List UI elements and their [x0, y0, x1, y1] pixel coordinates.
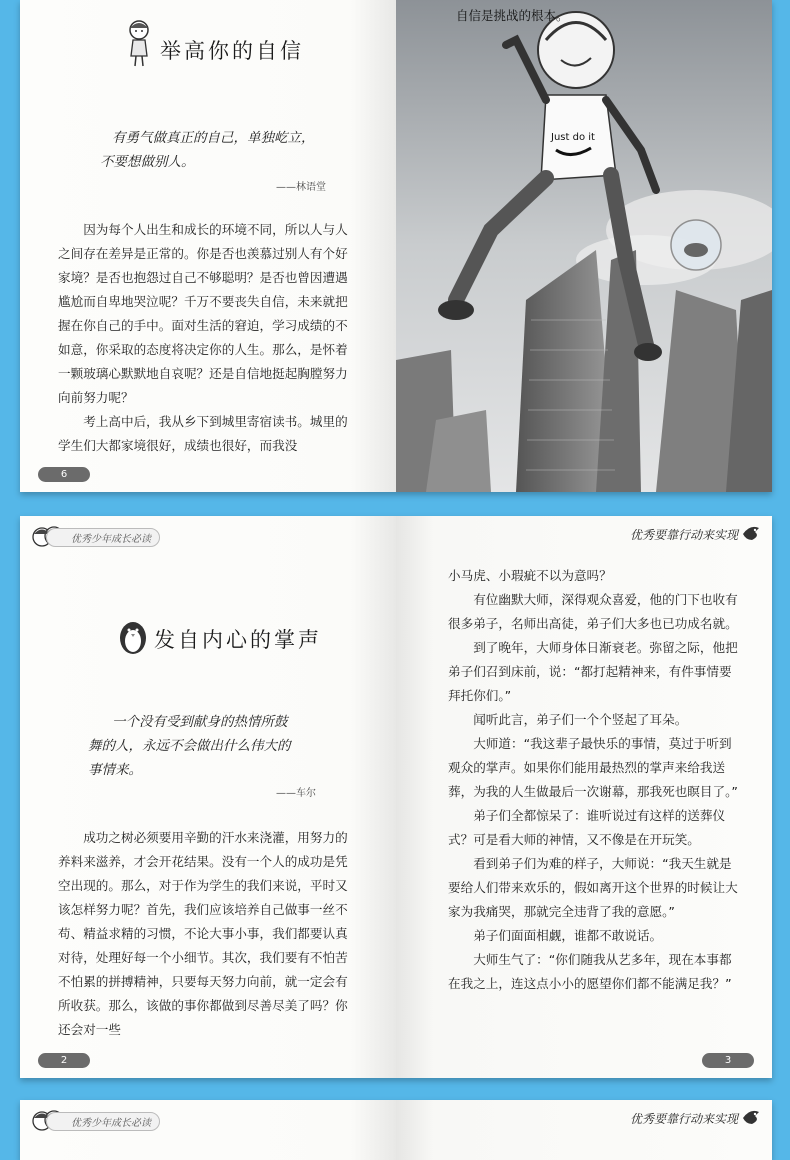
paragraph: 小马虎、小瑕疵不以为意吗？ [448, 568, 612, 583]
paragraph: 弟子们全都惊呆了：谁听说过有这样的送葬仪式？可是看大师的神情，又不像是在开玩笑。 [448, 808, 726, 847]
series-badge [30, 1108, 160, 1134]
paragraph: 弟子们面面相觑，谁都不敢说话。 [473, 928, 663, 943]
series-badge [30, 524, 160, 550]
epigraph [100, 126, 315, 174]
body-text [58, 826, 360, 1042]
paragraph: 考上高中后，我从乡下到城里寄宿读书。城里的学生们大都家境很好，成绩也很好，而我没 [58, 414, 348, 453]
epigraph-line: 有勇气做真正的自己，单独屹立， [112, 130, 315, 146]
girl-icon [124, 18, 154, 68]
series-name: 优秀少年成长必读 [46, 1112, 160, 1131]
book-spread-2 [20, 516, 772, 1078]
page-number: 3 [702, 1053, 754, 1068]
page-6 [20, 0, 396, 492]
chapter-title: 发自内心的掌声 [154, 628, 322, 652]
penguin-icon [116, 616, 150, 656]
epigraph [88, 710, 291, 782]
bird-icon [740, 522, 762, 544]
series-name: 优秀少年成长必读 [46, 528, 160, 547]
paragraph: 大师道：“我这辈子最快乐的事情，莫过于听到观众的掌声。如果你们能用最热烈的掌声来给我送葬，为我的人生做最后一次谢幕，那我死也瞑目了。” [448, 736, 738, 799]
chapter-title: 举高你的自信 [160, 39, 304, 63]
paragraph: 因为每个人出生和成长的环境不同，所以人与人之间存在差异是正常的。你是否也羡慕过别人有个好家境？是否也抱怨过自己不够聪明？是否也曾因遭遇尴尬而自卑地哭泣呢？千万不要丧失自信，未来就把握在你自己的手中。面对生活的窘迫，学习成绩的不如意，你采取的态度将决定你的人生。那么，是怀着一颗玻璃心默默地自哀呢？还是自信地挺起胸膛努力向前努力呢？ [58, 222, 348, 405]
paragraph: 大师生气了：“你们随我从艺多年，现在本事都在我之上，连这点小小的愿望你们都不能满足我？” [448, 952, 732, 991]
paragraph: 到了晚年，大师身体日渐衰老。弥留之际，他把弟子们召到床前，说：“都打起精神来，有件事情要拜托你们。” [448, 640, 738, 703]
city-jump-illustration [396, 0, 772, 492]
page-2 [20, 516, 396, 1078]
epigraph-line: 舞的人，永远不会做出什么伟大的 [88, 738, 291, 754]
epigraph-line: 不要想做别人。 [100, 154, 195, 170]
paragraph: 闻听此言，弟子们一个个竖起了耳朵。 [473, 712, 688, 727]
book-spread-1 [20, 0, 772, 492]
bird-icon [740, 1106, 762, 1128]
epigraph-line: 事情来。 [88, 762, 142, 778]
paragraph: 成功之树必须要用辛勤的汗水来浇灌，用努力的养料来滋养，才会开花结果。没有一个人的成功是凭空出现的。那么，对于作为学生的我们来说，平时又该怎样努力呢？首先，我们应该培养自己做事一丝不苟、精益求精的习惯，不论大事小事，我们都要认真对待，处理好每一个小细节。其次，我们要有不怕苦不怕累的拼搏精神，只要每天努力向前，就一定会有所收获。那么，该做的事你都做到尽善尽美了吗？你还会对一些 [58, 830, 348, 1037]
page-number: 6 [38, 467, 90, 482]
illustration-caption: 自信是挑战的根本。 [456, 8, 569, 23]
page-illustration [396, 0, 772, 492]
page-number: 2 [38, 1053, 90, 1068]
page-left-partial [20, 1100, 396, 1160]
series-motto: 优秀要靠行动来实现 [629, 1112, 738, 1126]
page-3 [396, 516, 772, 1078]
series-motto: 优秀要靠行动来实现 [629, 528, 738, 542]
body-text [448, 564, 744, 996]
shirt-text: Just do it [551, 132, 595, 143]
book-spread-3 [20, 1100, 772, 1160]
paragraph: 有位幽默大师，深得观众喜爱，他的门下也收有很多弟子，名师出高徒，弟子们大多也已功成名就。 [448, 592, 738, 631]
paragraph: 看到弟子们为难的样子，大师说：“我天生就是要给人们带来欢乐的，假如离开这个世界的时候让大家为我痛哭，那就完全违背了我的意愿。” [448, 856, 738, 919]
epigraph-author: ——林语堂 [276, 182, 326, 193]
page-right-partial [396, 1100, 772, 1160]
epigraph-line: 一个没有受到献身的热情所鼓 [112, 714, 288, 730]
body-text [58, 218, 360, 458]
epigraph-author: ——车尔 [276, 788, 316, 799]
